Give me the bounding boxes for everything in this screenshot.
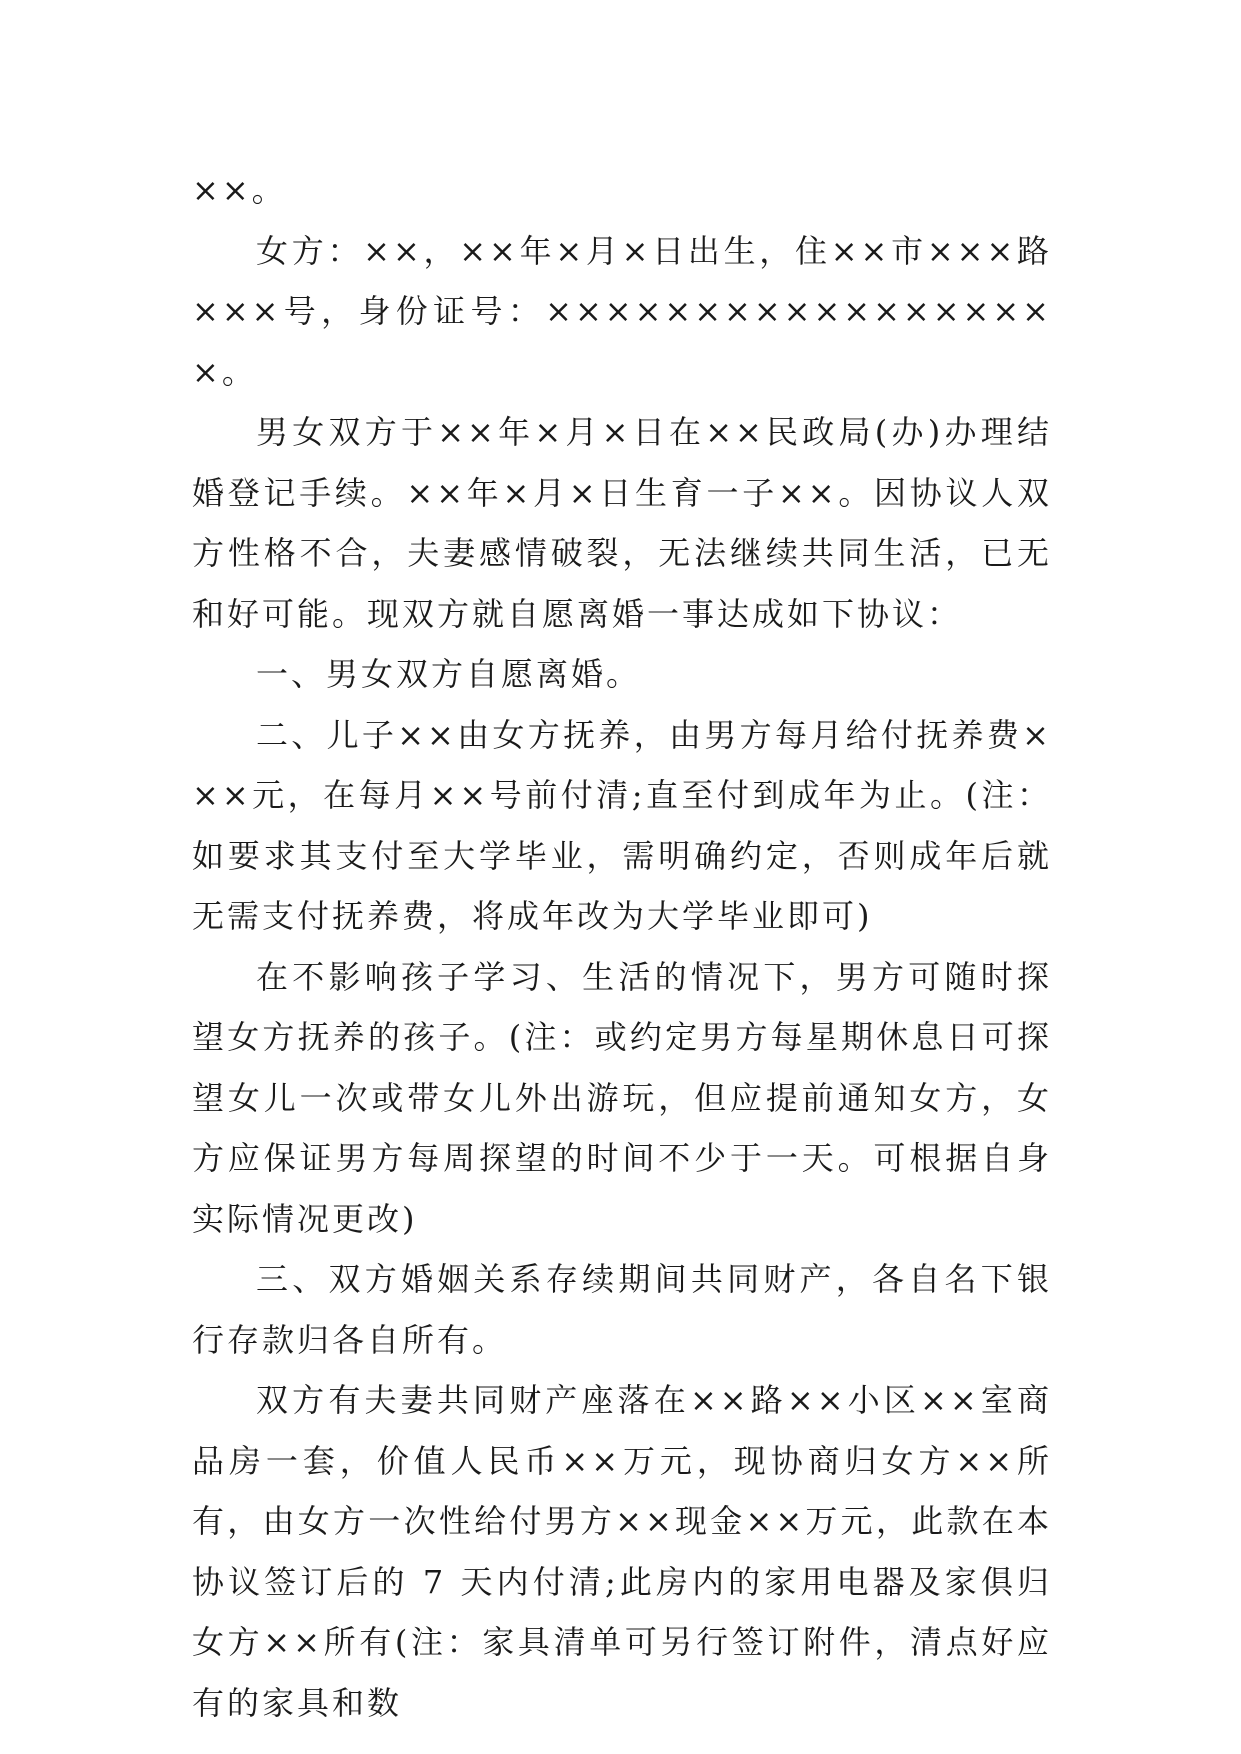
paragraph-continuation: ××。: [192, 171, 287, 209]
paragraph-female-party: 女方：××，××年×月×日出生，住××市×××路×××号，身份证号：××××××××××××××××××。: [192, 231, 1052, 391]
paragraph-clause-3: 三、双方婚姻关系存续期间共同财产，各自名下银行存款归各自所有。: [192, 1260, 1052, 1359]
paragraph-property: 双方有夫妻共同财产座落在××路××小区××室商品房一套，价值人民币××万元，现协商归女方××所有，由女方一次性给付男方××现金××万元，此款在本协议签订后的 7 天内付清;此房内的家用电器及家俱归女方××所有(注：家具清单可另行签订附件，清点好应有的家具和数: [192, 1381, 1052, 1722]
paragraph-clause-2: 二、儿子××由女方抚养，由男方每月给付抚养费×××元，在每月××号前付清;直至付到成年为止。(注：如要求其支付至大学毕业，需明确约定，否则成年后就无需支付抚养费，将成年改为大学毕业即可): [192, 715, 1052, 935]
paragraph-clause-1: 一、男女双方自愿离婚。: [256, 655, 642, 693]
paragraph-marriage-background: 男女双方于××年×月×日在××民政局(办)办理结婚登记手续。××年×月×日生育一子××。因协议人双方性格不合，夫妻感情破裂，无法继续共同生活，已无和好可能。现双方就自愿离婚一事达成如下协议：: [192, 413, 1052, 633]
document-body: [192, 160, 1052, 1733]
paragraph-visitation: 在不影响孩子学习、生活的情况下，男方可随时探望女方抚养的孩子。(注：或约定男方每星期休息日可探望女儿一次或带女儿外出游玩，但应提前通知女方，女方应保证男方每周探望的时间不少于一天。可根据自身实际情况更改): [192, 957, 1052, 1238]
